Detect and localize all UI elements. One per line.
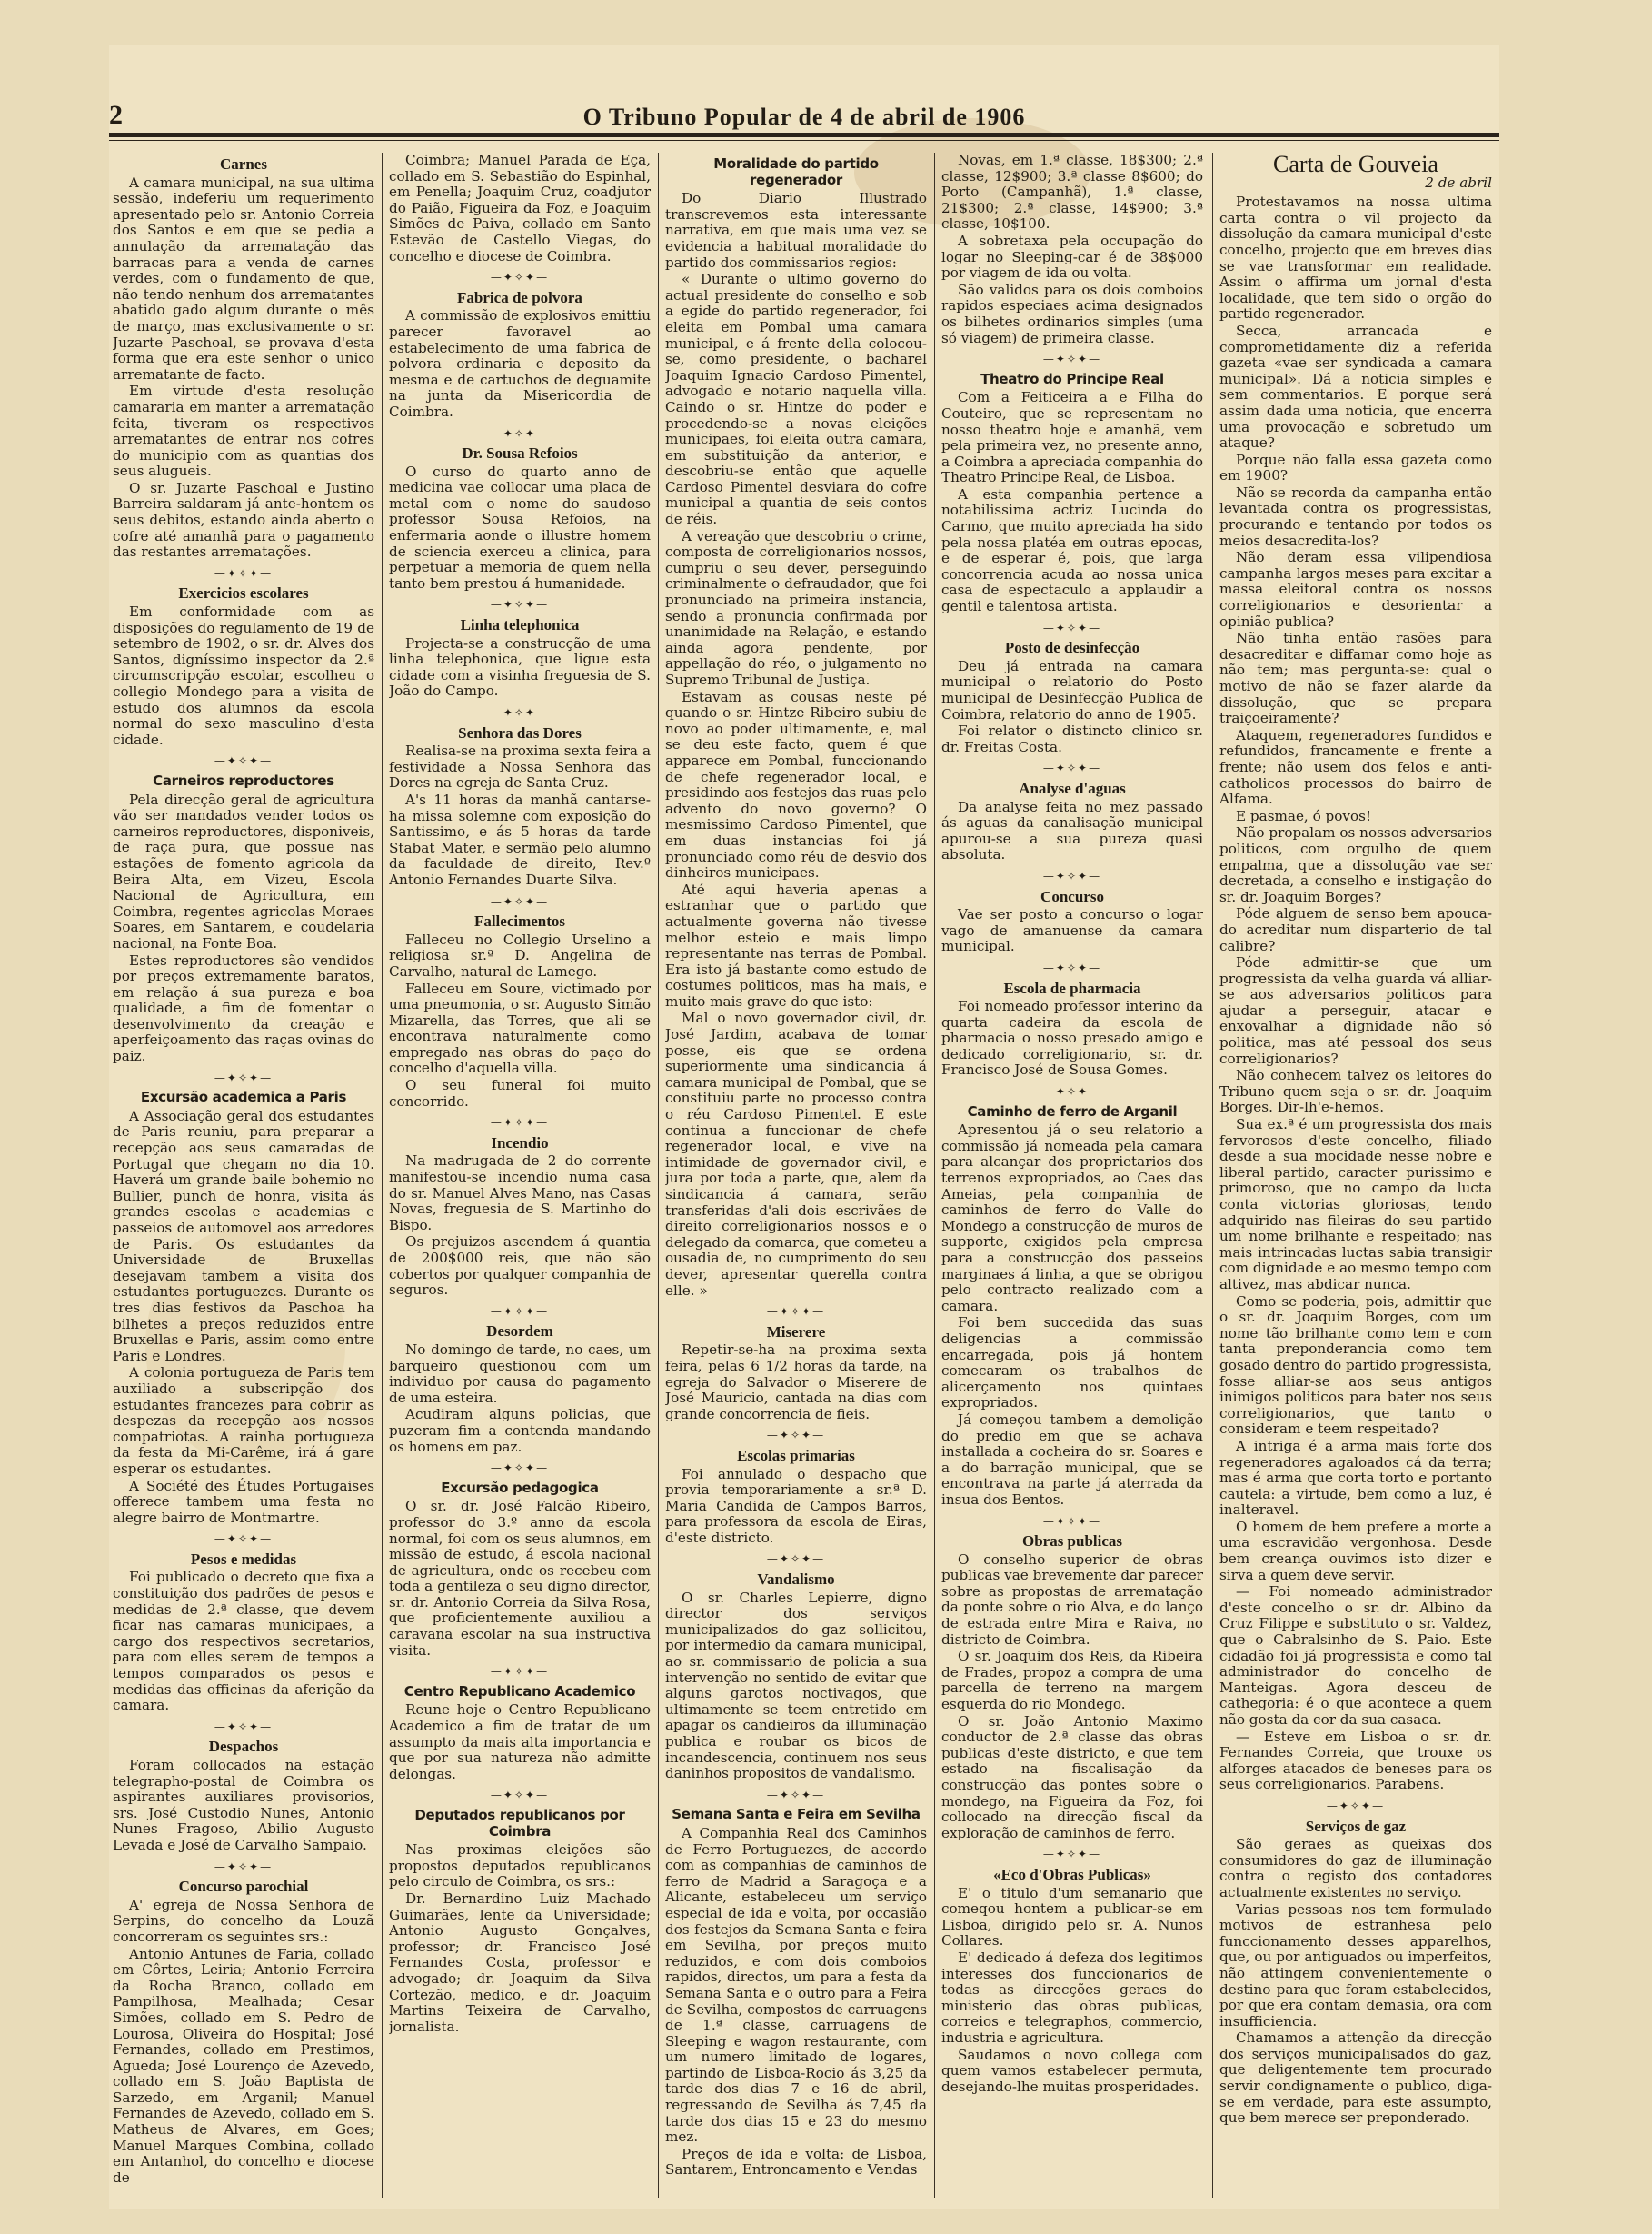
- ornament-divider: —✦✧✦—: [490, 1461, 550, 1475]
- ornament-divider: —✦✧✦—: [1042, 869, 1102, 883]
- article-paragraph: Antonio Antunes de Faria, collado em Côrtes, Leiria; Antonio Ferreira da Rocha Branco, collado em Pampilhosa, Mealhada; Cesar Simões, collado em S. Pedro de Lourosa, Oliveira do Hospital; José Fernandes, collado em Prestimos, Agueda; José Lourenço de Azevedo, collado em S. João Baptista de Sarzedo, em Arganil; Manuel Fernandes de Azevedo, collado em S. Matheus de Alvares, em Goes; Manuel Marques Combina, collado em Antanhol, do concelho e diocese de: [113, 1945, 374, 2186]
- article-title: Fabrica de polvora: [457, 288, 582, 306]
- article-paragraph: Apresentou já o seu relatorio a commissão já nomeada pela camara para alcançar dos proprietarios dos terrenos expropriados, ao Caes das Ameias, pela companhia de caminhos de ferro do Valle do Mondego a construcção de muros de supporte, exigidos pela empresa para a construcção dos passeios marginaes á linha, a que se obrigou pelo contracto realizado com a camara.: [941, 1122, 1203, 1314]
- article: [113, 773, 374, 1065]
- ornament-divider: —✦✧✦—: [766, 1788, 826, 1801]
- article: [665, 1807, 927, 2179]
- article-paragraph: E pasmae, ó povos!: [1236, 807, 1372, 824]
- header-rule-thin: [109, 140, 1499, 141]
- article: [113, 1551, 374, 1714]
- article-paragraph: Em virtude d'esta resolução camararia em manter a arrematação feita, tiveram os respectivos arrematantes de entrar nos cofres do municipio com as quantias dos seus alugueis.: [113, 383, 374, 480]
- article-paragraph: Pela direcção geral de agricultura vão ser mandados vender todos os carneiros reproductores, disponiveis, de raça pura, que possue nas estações de fomento agricola da Beira Alta, em Vizeu, Escola Nacional de Agricultura, em Coimbra, regentes agricolas Moraes Soares, em Santarem, e coudelaria nacional, na Fonte Boa.: [113, 791, 374, 952]
- article-title: Miserere: [766, 1322, 826, 1341]
- article-paragraph: A intriga é a arma mais forte dos regeneradores agaloados cá da terra; mas é arma que corta torto e portanto cautela: a virtude, bem como a luz, é inalteravel.: [1219, 1437, 1492, 1519]
- article-title: Desordem: [486, 1322, 553, 1341]
- article-paragraph: « Durante o ultimo governo do actual presidente do conselho e sob a egide do partido regenerador, foi eleita em Pombal uma camara municipal, e á frente della colocou-se, como presidente, o bacharel Joaquim Ignacio Cardoso Pimentel, advogado e notario naquella villa. Caindo o sr. Hintze do poder e procedendo-se a novas eleições municipaes, foi eleita outra camara, em substituição da anterior, e descobriu-se então que aquelle Cardoso Pimentel desviara do cofre municipal a quantia de seis contos de réis.: [665, 271, 927, 528]
- article-paragraph: O sr. Charles Lepierre, digno director dos serviços municipalizados do gaz sollicitou, por intermedio da camara municipal, ao sr. commissario de policia a sua intervenção no sentido de evitar que alguns garotos noctivagos, que ultimamente se teem entretido em apagar os candieiros da illuminação publica e roubar os bicos de incandescencia, continuem nos seus daninhos propositos de vandalismo.: [665, 1589, 927, 1782]
- article: [389, 445, 651, 592]
- article-title: Excursão academica a Paris: [140, 1089, 347, 1106]
- article-title: Concurso parochial: [178, 1878, 309, 1896]
- article-paragraph: Protestavamos na nossa ultima carta contra o vil projecto da dissolução da camara municipal d'este concelho, projecto que em breves dias se vae transformar em realidade. Assim o affirma um jornal d'esta localidade, que tem sido o orgão do partido regenerador.: [1219, 194, 1492, 323]
- newspaper-page: [109, 45, 1499, 2209]
- article: [389, 1323, 651, 1455]
- article-title: Centro Republicano Academico: [403, 1682, 636, 1700]
- article: [941, 981, 1203, 1080]
- article-dateline: 2 de abril: [1425, 174, 1492, 191]
- column-separator: [382, 153, 383, 2198]
- article-paragraph: Sua ex.ª é um progressista dos mais fervorosos d'este concelho, filiado desde a sua mocidade nesse nobre e liberal partido, caracter purissimo e primoroso, que no campo da lucta conta victorias gloriosas, tendo adquirido nas fileiras do seu partido um nome brilhante e respeitado; nas mais intrincadas luctas sabia transigir com dignidade e ao mesmo tempo com altivez, mas abdicar nunca.: [1219, 1116, 1492, 1292]
- article-paragraph: Na madrugada de 2 do corrente manifestou-se incendio numa casa do sr. Manuel Alves Mano, nas Casas Novas, freguesia de S. Martinho do Bispo.: [389, 1152, 651, 1233]
- article: [941, 1533, 1203, 1841]
- article: [389, 1135, 651, 1299]
- article-paragraph: Coimbra; Manuel Parada de Eça, collado em S. Sebastião do Espinhal, em Penella; Joaquim Cruz, coadjutor do Paião, Figueira da Foz, e Joaquim Simões de Paiva, collado em Santo Estevão de Castello Viegas, do concelho e diocese de Coimbra.: [389, 153, 651, 264]
- article-paragraph: Os prejuizos ascendem á quantia de 200$000 reis, que não são cobertos por qualquer companhia de seguros.: [389, 1233, 651, 1299]
- article-title: Carnes: [220, 155, 267, 173]
- ornament-divider: —✦✧✦—: [214, 754, 274, 768]
- article: [665, 1448, 927, 1547]
- ornament-divider: —✦✧✦—: [490, 894, 550, 908]
- article-paragraph: Nas proximas eleições são propostos deputados republicanos pelo circulo de Coimbra, os srs.:: [389, 1841, 651, 1890]
- article-paragraph: Vae ser posto a concurso o logar vago de amanuense da camara municipal.: [941, 906, 1203, 955]
- article-paragraph: Novas, em 1.ª classe, 18$300; 2.ª classe, 12$900; 3.ª classe 8$600; do Porto (Campanhã), 1.ª classe, 21$300; 2.ª classe, 14$900; 3.ª classe, 10$100.: [941, 153, 1203, 233]
- article-paragraph: Não conhecem talvez os leitores do Tribuno quem seja o sr. dr. Joaquim Borges. Dir-lh'e-hemos.: [1219, 1067, 1492, 1116]
- article: [389, 725, 651, 889]
- ornament-divider: —✦✧✦—: [1042, 1848, 1102, 1861]
- article-title: Pesos e medidas: [190, 1550, 297, 1568]
- article-paragraph: O sr. Joaquim dos Reis, da Ribeira de Frades, propoz a compra de uma parcella de terreno na margem esquerda do rio Mondego.: [941, 1648, 1203, 1713]
- article-paragraph: A esta companhia pertence a notabilissima actriz Lucinda do Carmo, que muito apreciada ha sido pela nossa platéa em outras epocas, e de esperar é, pois, que larga concorrencia acuda ao nossa unica casa de espectaculo a applaudir a gentil e talentosa artista.: [941, 485, 1203, 615]
- article-title: Dr. Sousa Refoios: [462, 444, 578, 463]
- article-title: Incendio: [491, 1133, 549, 1152]
- article-paragraph: — Foi nomeado administrador d'este concelho o sr. dr. Albino da Cruz Filippe e substituto o sr. Valdez, que o Cabralsinho de S. Paio. Este cidadão foi já progressista e como tal administrador do concelho de Manteigas. Agora desceu de cathegoria: é o que acontece a quem não gosta da cor da sua casaca.: [1219, 1583, 1492, 1728]
- page-header: [109, 100, 1499, 136]
- article-paragraph: A commissão de explosivos emittiu parecer favoravel ao estabelecimento de uma fabrica de polvora ordinaria e deposito da mesma e de cartuchos de deguamite na junta da Misericordia de Coimbra.: [389, 307, 651, 420]
- article-paragraph: Acudiram alguns policias, que puzeram fim a contenda mandando os homens em paz.: [389, 1406, 651, 1455]
- article: [113, 156, 374, 561]
- article-title: Vandalismo: [757, 1571, 835, 1589]
- article-paragraph: Projecta-se a construcção de uma linha telephonica, que ligue esta cidade com a visinha freguesia de S. João do Campo.: [389, 634, 651, 700]
- article-paragraph: Não se recorda da campanha então levantada contra os progressistas, procurando e tentando por todos os meios desacredita-los?: [1219, 484, 1492, 549]
- article-paragraph: Realisa-se na proxima sexta feira a festividade a Nossa Senhora das Dores na egreja de Santa Cruz.: [389, 743, 651, 792]
- article-title: Caminho de ferro de Arganil: [967, 1102, 1178, 1120]
- article-title: Carneiros reproductores: [153, 772, 334, 789]
- article-paragraph: Em conformidade com as disposições do regulamento de 19 de setembro de 1902, o sr. dr. Alves dos Santos, digníssimo inspector da 2.ª circumscripção escolar, escolheu o collegio Mondego para a visita de estudo dos alumnos da escola normal do sexo masculino d'esta cidade.: [113, 603, 374, 748]
- ornament-divider: —✦✧✦—: [490, 426, 550, 440]
- article: [389, 913, 651, 1110]
- article-paragraph: Deu já entrada na camara municipal o relatorio do Posto municipal de Desinfecção Publica de Coimbra, relatorio do anno de 1905.: [941, 657, 1203, 723]
- article-paragraph: A sobretaxa pela occupação do logar no Sleeping-car é de 38$000 por viagem de ida ou volta.: [941, 232, 1203, 282]
- article: [389, 1684, 651, 1783]
- article: [1219, 153, 1492, 1793]
- column-1: [113, 153, 374, 2198]
- masthead-title: O Tribuno Popular de 4 de abril de 1906: [582, 104, 1026, 130]
- article-paragraph: Reune hoje o Centro Republicano Academico a fim de tratar de um assumpto da mais alta importancia e que por sua natureza não admitte delongas.: [389, 1701, 651, 1782]
- ornament-divider: —✦✧✦—: [490, 598, 550, 612]
- ornament-divider: —✦✧✦—: [214, 566, 274, 580]
- article-title: Obras publicas: [1021, 1532, 1123, 1551]
- article-paragraph: O conselho superior de obras publicas vae brevemente dar parecer sobre as propostas de arrematação da ponte sobre o rio Alva, e do lanço de estrada entre Mira e Raiva, no districto de Coimbra.: [941, 1551, 1203, 1648]
- column-2: [389, 153, 651, 2198]
- article-title: Analyse d'aguas: [1019, 779, 1126, 797]
- article-paragraph: O homem de bem prefere a morte a uma escravidão vergonhosa. Desde bem creança ouvimos isto dizer e sirva a quem deve servir.: [1219, 1518, 1492, 1583]
- article-paragraph: Chamamos a attenção da direcção dos serviços municipalisados do gaz, que deligentemente tem procurado servir condignamente o publico, diga-se em verdade, para este assumpto, que bem merece ser preponderado.: [1219, 2030, 1492, 2127]
- article-title: Despachos: [208, 1738, 279, 1756]
- article: [941, 372, 1203, 615]
- article-paragraph: Secca, arrancada e comprometidamente diz a referida gazeta «vae ser syndicada a camara municipal». Dá a noticia simples e sem commentarios. E porque será assim dada uma noticia, que encerra uma provocação e sobretudo um ataque?: [1219, 322, 1492, 452]
- article: [113, 1739, 374, 1853]
- ornament-divider: —✦✧✦—: [766, 1429, 826, 1442]
- article: [389, 617, 651, 700]
- column-3: [665, 153, 927, 2198]
- ornament-divider: —✦✧✦—: [766, 1552, 826, 1566]
- ornament-divider: —✦✧✦—: [214, 1532, 274, 1546]
- article-paragraph: Estes reproductores são vendidos por preços extremamente baratos, em relação á sua pureza e boa qualidade, a fim de fomentar o desenvolvimento da creação e aperfeiçoamento das raças ovinas do paiz.: [113, 952, 374, 1065]
- article: [665, 1571, 927, 1782]
- article-paragraph: Repetir-se-ha na proxima sexta feira, pelas 6 1/2 horas da tarde, na egreja do Salvador o Miserere de José Mauricio, cantada na dias com grande concorrencia de fieis.: [665, 1341, 927, 1422]
- article-title: Fallecimentos: [473, 913, 566, 931]
- ornament-divider: —✦✧✦—: [1042, 1514, 1102, 1528]
- article-title: Excursão pedagogica: [441, 1479, 599, 1496]
- article-paragraph: A Société des Études Portugaises offerece tambem uma festa no alegre bairro de Montmartre.: [113, 1477, 374, 1526]
- article-paragraph: Saudamos o novo collega com quem vamos estabelecer permuta, desejando-lhe muitas prosperidades.: [941, 2046, 1203, 2095]
- article-paragraph: O seu funeral foi muito concorrido.: [389, 1077, 651, 1110]
- article-paragraph: Da analyse feita no mez passado ás aguas da canalisação municipal apurou-se a sua pureza quasi absoluta.: [941, 798, 1203, 863]
- article-paragraph: Com a Feiticeira a e Filha do Couteiro, que se representam no nosso theatro hoje e amanhã, vem pela primeira vez, no presente anno, a Coimbra a apreciada companhia do Theatro Principe Real, de Lisboa.: [941, 389, 1203, 486]
- article-paragraph: Foi relator o distincto clinico sr. dr. Freitas Costa.: [941, 723, 1203, 755]
- article: [941, 153, 1203, 346]
- article-paragraph: Foi nomeado professor interino da quarta cadeira da escola de pharmacia o nosso presado amigo e dedicado correligionario, sr. dr. Francisco José de Sousa Gomes.: [941, 998, 1203, 1079]
- ornament-divider: —✦✧✦—: [490, 706, 550, 719]
- article-paragraph: A Companhia Real dos Caminhos de Ferro Portuguezes, de accordo com as companhias de caminhos de ferro de Madrid a Saragoça e a Alicante, estabeleceu um serviço especial de ida e volta, por occasião dos festejos da Semana Santa e feira em Sevilha, por preços muito reduzidos, e com dois comboios rapidos, directos, um para a festa da Semana Santa e o outro para a Feira de Sevilha, compostos de carruagens de 1.ª classe, carruagens de Sleeping e wagon restaurante, com um numero limitado de logares, partindo de Lisboa-Rocio ás 3,25 da tarde dos dias 7 e 16 de abril, regressando de Sevilha ás 7,45 da tarde dos dias 15 e 23 do mesmo mez.: [665, 1824, 927, 2146]
- article: [389, 1481, 651, 1660]
- article: [941, 640, 1203, 755]
- article-paragraph: Falleceu em Soure, victimado por uma pneumonia, o sr. Augusto Simão Mizarella, das Torres, que ali se encontrava naturalmente como empregado nas obras do paço do concelho d'aquella villa.: [389, 980, 651, 1077]
- article-title: Moralidade do partido regenerador: [713, 155, 879, 188]
- article-title: Escolas primarias: [737, 1446, 855, 1464]
- ornament-divider: —✦✧✦—: [1326, 1799, 1386, 1812]
- ornament-divider: —✦✧✦—: [1042, 353, 1102, 366]
- columns: [109, 153, 1499, 2198]
- article-paragraph: — Esteve em Lisboa o sr. dr. Fernandes Correia, que trouxe os alforges atacados de beneses para os seus correligionarios. Parabens.: [1219, 1728, 1492, 1793]
- article: [665, 1324, 927, 1423]
- article-paragraph: Foi annulado o despacho que provia temporariamente a sr.ª D. Maria Candida de Campos Barros, para professora da escola de Eiras, d'este districto.: [665, 1465, 927, 1546]
- article: [941, 1104, 1203, 1509]
- article-title: Linha telephonica: [460, 616, 580, 634]
- article-paragraph: A' egreja de Nossa Senhora de Serpins, do concelho da Louzã concorreram os seguintes srs.:: [113, 1896, 374, 1945]
- article: [389, 153, 651, 264]
- ornament-divider: —✦✧✦—: [490, 1665, 550, 1679]
- article-paragraph: Ataquem, regeneradores fundidos e refundidos, francamente e frente a frente; não usem dos felos e anti-catholicos processos do bairro de Alfama.: [1219, 726, 1492, 808]
- ornament-divider: —✦✧✦—: [1042, 961, 1102, 974]
- article-paragraph: São geraes as queixas dos consumidores do gaz de illuminação contra o registo dos contadores actualmente existentes no serviço.: [1219, 1836, 1492, 1900]
- article: [113, 1879, 374, 2186]
- article-paragraph: Já começou tambem a demolição do predio em que se achava installada a cocheira do sr. Soares e a do barração municipal, que se encontrava na parte já aterrada da insua dos Bentos.: [941, 1411, 1203, 1508]
- article-paragraph: Varias pessoas nos tem formulado motivos de estranhesa pelo funccionamento desses apparelhos, que, ou por antiguados ou imperfeitos, não attingem convenientemente o destino para que foram estabelecidos, por que era contam demasia, ora com insufficiencia.: [1219, 1900, 1492, 2030]
- article-paragraph: Até aqui haveria apenas a estranhar que o partido que actualmente governa não tivesse melhor esteio e mais limpo representante nas terras de Pombal. Era isto já bastante como estudo de costumes politicos, mas ha mais, e muito mais grave do que isto:: [665, 881, 927, 1010]
- article: [113, 585, 374, 748]
- article-paragraph: Póde alguem de senso bem apouca-do acreditar num disparterio de tal calibre?: [1219, 905, 1492, 954]
- article-paragraph: Porque não falla essa gazeta como em 1900?: [1219, 451, 1492, 484]
- article-title: Posto de desinfecção: [1004, 639, 1140, 657]
- article-paragraph: O sr. João Antonio Maximo conductor de 2.ª classe das obras publicas d'este districto, e que tem estado na fiscalisação da construcção das pontes sobre o mondego, na Figueira da Foz, foi collocado na direcção fiscal da exploração de caminhos de ferro.: [941, 1712, 1203, 1841]
- article-paragraph: Preços de ida e volta: de Lisboa, Santarem, Entroncamento e Vendas: [665, 2145, 927, 2179]
- article-paragraph: A camara municipal, na sua ultima sessão, indeferiu um requerimento apresentado pelo sr. Antonio Correia dos Santos e em que se pedia a annulação da arrematação das barracas para a venda de carnes verdes, com o fundamento de que, não tendo nenhum dos arrematantes abatido gado algum durante o mês de março, mas exclusivamente o sr. Juzarte Paschoal, se provava d'esta forma que era este senhor o unico arrematante de facto.: [113, 174, 374, 383]
- article-paragraph: Estavam as cousas neste pé quando o sr. Hintze Ribeiro subiu de novo ao poder ultimamente, e, mal se deu este facto, quem é que apparece em Pombal, funccionando de chefe regenerador local, e presidindo aos festejos das ruas pelo advento do novo governo? O mesmissimo Cardoso Pimentel, que em duas instancias foi já pronunciado como réu de desvio dos dinheiros municipaes.: [665, 688, 927, 882]
- article: [941, 781, 1203, 863]
- column-separator: [934, 153, 935, 2198]
- article-title: Escola de pharmacia: [1003, 979, 1141, 997]
- article-paragraph: E' dedicado á defeza dos legitimos interesses dos funccionarios de todas as direcções geraes do ministerio das obras publicas, correios e telegraphos, commercio, industria e agricultura.: [941, 1949, 1203, 2046]
- ornament-divider: —✦✧✦—: [766, 1305, 826, 1319]
- column-separator: [1212, 153, 1213, 2198]
- article: [389, 290, 651, 421]
- article-paragraph: Póde admittir-se que um progressista da velha guarda vá alliar-se aos adversarios politicos para ajudar a perseguir, atacar e enxovalhar a dignidade não só politica, mas até pessoal dos seus correligionarios?: [1219, 954, 1492, 1067]
- article-paragraph: Foi bem succedida das suas deligencias a commissão encarregada, pois já hontem comecaram os trabalhos de alicerçamento nos quintaes expropriados.: [941, 1314, 1203, 1411]
- ornament-divider: —✦✧✦—: [214, 1071, 274, 1084]
- article-paragraph: Dr. Bernardino Luiz Machado Guimarães, lente da Universidade; Antonio Augusto Gonçalves, professor; dr. Francisco José Fernandes Costa, professor e advogado; dr. Joaquim da Silva Cortezão, medico, e dr. Joaquim Martins Teixeira de Carvalho, jornalista.: [389, 1890, 651, 2035]
- article-title: «Eco d'Obras Publicas»: [993, 1865, 1151, 1883]
- article: [665, 156, 927, 1299]
- article-title: Carta de Gouveia: [1273, 153, 1438, 177]
- article-paragraph: Mal o novo governador civil, dr. José Jardim, acabava de tomar posse, eis que se ordena superiormente uma sindicancia á camara municipal de Pombal, que se constituiu parte no processo contra o réu Cardoso Pimentel. E este continua a funccionar de chefe regenerador local, e vive na intimidade de governador civil, e jura por toda a parte, que, alem da sindicancia á camara, serão transferidas d'ali dois escrivães de direito correligionarios nossos e o delegado da comarca, que cometeu a ousadia de, no cumprimento do seu dever, apresentar querella contra elle. »: [665, 1010, 927, 1299]
- article-title: Concurso: [1040, 887, 1104, 905]
- column-4: [941, 153, 1203, 2198]
- article-paragraph: A vereação que descobriu o crime, composta de correligionarios nossos, cumpriu o seu dever, perseguindo criminalmente o defraudador, que foi pronunciado na primeira instancia, sendo a pronuncia confirmada por unanimidade na Relação, e estando ainda agora pendente, por appellação do réo, o julgamento no Supremo Tribunal de Justiça.: [665, 527, 927, 688]
- article-paragraph: Foi publicado o decreto que fixa a constituição dos padrões de pesos e medidas de 2.ª classe, que devem ficar nas camaras municipaes, a cargo dos respectivos secretarios, para com elles serem de tempos a tempos comparados os pesos e medidas das officinas da aferição da camara.: [113, 1569, 374, 1714]
- article-title: Exercicios escolares: [178, 584, 309, 603]
- article-paragraph: A's 11 horas da manhã cantarse-ha missa solemne com exposição do Santissimo, e ás 5 horas da tarde Stabat Mater, e sermão pelo alumno da faculdade de direito, Rev.º Antonio Fernandes Duarte Silva.: [389, 791, 651, 888]
- ornament-divider: —✦✧✦—: [214, 1720, 274, 1733]
- article-paragraph: Não propalam os nossos adversarios politicos, com orgulho de quem empalma, que a dissolução vae ser decretada, a conselho e instigação do sr. dr. Joaquim Borges?: [1219, 824, 1492, 905]
- article: [113, 1090, 374, 1526]
- article: [389, 1808, 651, 2035]
- article-paragraph: Como se poderia, pois, admittir que o sr. dr. Joaquim Borges, com um nome tão brilhante como tem e com tanta preponderancia como tem gosado dentro do partido progressista, fosse alliar-se aos seus antigos inimigos politicos para bater nos seus correligionarios, que tanto o consideram e teem respeitado?: [1219, 1292, 1492, 1438]
- article-title: Serviços de gaz: [1305, 1817, 1407, 1835]
- header-rule: [109, 133, 1499, 137]
- article-title: Semana Santa e Feira em Sevilha: [672, 1806, 921, 1823]
- article-paragraph: No domingo de tarde, no caes, um barqueiro questionou com um individuo por causa do pagamento de uma esteira.: [389, 1341, 651, 1406]
- article-title: Deputados republicanos por Coimbra: [414, 1807, 625, 1840]
- article-paragraph: Foram collocados na estação telegrapho-postal de Coimbra os aspirantes auxiliares provisorios, srs. José Custodio Nunes, Antonio Nunes Fragoso, Abilio Augusto Levada e José de Carvalho Sampaio.: [113, 1757, 374, 1853]
- article-paragraph: O sr. Juzarte Paschoal e Justino Barreira saldaram já ante-hontem os seus debitos, estando ainda aberto o cofre até amanhã para o pagamento das restantes arrematações.: [113, 479, 374, 561]
- article-title: Theatro do Principe Real: [980, 370, 1164, 387]
- article-paragraph: O sr. dr. José Falcão Ribeiro, professor do 3.º anno da escola normal, foi com os seus alumnos, em missão de estudo, á escola nacional de agricultura, onde os recebeu com toda a gentileza o seu digno director, sr. dr. Antonio Correia da Silva Rosa, que proficientemente auxiliou a caravana escolar na sua instructiva visita.: [389, 1498, 651, 1659]
- article: [1219, 1819, 1492, 2127]
- column-separator: [658, 153, 659, 2198]
- ornament-divider: —✦✧✦—: [214, 1860, 274, 1873]
- article-paragraph: A Associação geral dos estudantes de Paris reuniu, para preparar a recepção aos seus camaradas de Portugal que chegam no dia 10. Haverá um grande baile bohemio no Bullier, punch de honra, visita ás grandes escolas e academias e passeios de automovel aos arredores de Paris. Os estudantes da Universidade de Bruxellas desejavam tambem a visita dos estudantes portuguezes. Durante os tres dias festivos da Paschoa ha bilhetes a preços reduzidos entre Bruxellas e Paris, assim como entre Paris e Londres.: [113, 1107, 374, 1364]
- article-paragraph: O curso do quarto anno de medicina vae collocar uma placa de metal com o nome do saudoso professor Sousa Refoios, na enfermaria aonde o illustre homem de sciencia exerceu a clinica, para perpetuar a memoria de quem nella tanto bem prestou á humanidade.: [389, 463, 651, 592]
- article-paragraph: São validos para os dois comboios rapidos especiaes acima designados os bilhetes ordinarios simples (uma só viagem) de primeira classe.: [941, 281, 1203, 346]
- article-paragraph: Do Diario Illustrado transcrevemos esta interessante narrativa, em que mais uma vez se evidencia a habitual moralidade do partido dos commissarios regios:: [665, 190, 927, 271]
- article: [941, 889, 1203, 955]
- article-paragraph: E' o titulo d'um semanario que comeqou hontem a publicar-se em Lisboa, dirigido pelo sr. A. Nunos Collares.: [941, 1884, 1203, 1950]
- ornament-divider: —✦✧✦—: [1042, 1085, 1102, 1099]
- ornament-divider: —✦✧✦—: [490, 1116, 550, 1130]
- page-number: 2: [109, 100, 123, 130]
- ornament-divider: —✦✧✦—: [490, 271, 550, 284]
- column-5: [1219, 153, 1492, 2198]
- article-paragraph: Falleceu no Collegio Urselino a religiosa sr.ª D. Angelina de Carvalho, natural de Lamego.: [389, 931, 651, 980]
- article-paragraph: Não tinha então rasões para desacreditar e diffamar como hoje as não tem; mas pergunta-se: qual o motivo de não se fazer alarde da dissolução, que se prepara traiçoeiramente?: [1219, 630, 1492, 727]
- ornament-divider: —✦✧✦—: [1042, 621, 1102, 634]
- article-paragraph: Não deram essa vilipendiosa campanha largos meses para excitar a massa eleitoral contra os nossos correligionarios e desorientar a opinião publica?: [1219, 549, 1492, 630]
- article: [941, 1867, 1203, 2095]
- ornament-divider: —✦✧✦—: [490, 1304, 550, 1318]
- article-paragraph: A colonia portugueza de Paris tem auxiliado a subscripção dos estudantes francezes para cobrir as despezas da recepção aos nossos compatriotas. A rainha portugueza da festa da Mi-Carême, irá á gare esperar os estudantes.: [113, 1364, 374, 1477]
- article-title: Senhora das Dores: [458, 723, 582, 742]
- ornament-divider: —✦✧✦—: [1042, 762, 1102, 775]
- ornament-divider: —✦✧✦—: [490, 1789, 550, 1802]
